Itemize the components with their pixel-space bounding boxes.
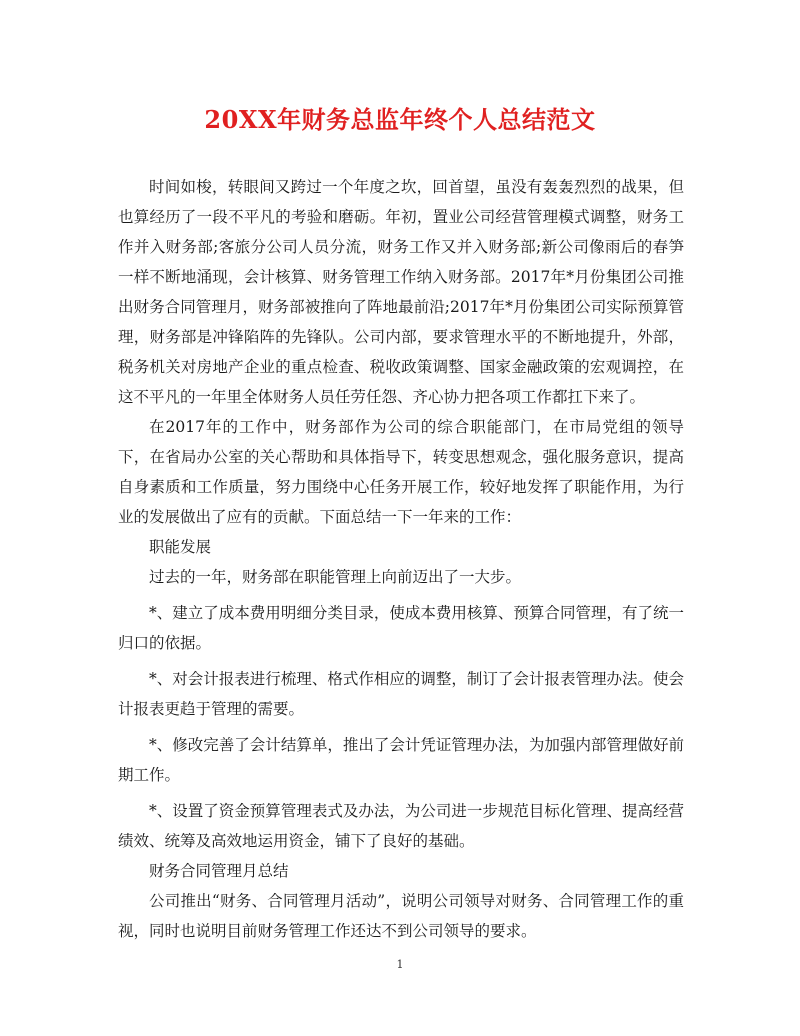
paragraph-function-summary: 过去的一年，财务部在职能管理上向前迈出了一大步。 <box>149 568 522 586</box>
list-item-settlement-voucher: *、修改完善了会计结算单，推出了会计凭证管理办法，为加强内部管理做好前期工作。 <box>118 736 684 784</box>
document-title: 20XX年财务总监年终个人总结范文 <box>204 105 596 134</box>
section-heading-contract-month: 财务合同管理月总结 <box>149 862 289 880</box>
paragraph-intro: 时间如梭，转眼间又跨过一个年度之坎，回首望，虽没有轰轰烈烈的战果，但也算经历了一段不平凡的考验和磨砺。年初，置业公司经营管理模式调整，财务工作并入财务部;客旅分公司人员分流，财务工作又并入财务部;新公司像雨后的春笋一样不断地涌现，会计核算、财务管理工作纳入财务部。2017年*月份集团公司推出财务合同管理月，财务部被推向了阵地最前沿;2017年*月份集团公司实际预算管理，财务部是冲锋陷阵的先锋队。公司内部，要求管理水平的不断地提升，外部，税务机关对房地产企业的重点检查、税收政策调整、国家金融政策的宏观调控，在这不平凡的一年里全体财务人员任劳任怨、齐心协力把各项工作都扛下来了。 <box>118 178 684 406</box>
list-item-cost-catalog: *、建立了成本费用明细分类目录，使成本费用核算、预算合同管理，有了统一归口的依据。 <box>118 604 684 652</box>
section-heading-function-development: 职能发展 <box>149 538 212 556</box>
list-item-fund-budget: *、设置了资金预算管理表式及办法，为公司进一步规范目标化管理、提高经营绩效、统筹及高效地运用资金，铺下了良好的基础。 <box>118 802 684 850</box>
list-item-report-management: *、对会计报表进行梳理、格式作相应的调整，制订了会计报表管理办法。使会计报表更趋于管理的需要。 <box>118 670 684 718</box>
paragraph-contract-month: 公司推出“财务、合同管理月活动”，说明公司领导对财务、合同管理工作的重视，同时也说明目前财务管理工作还达不到公司领导的要求。 <box>118 892 684 940</box>
document-body <box>118 172 684 946</box>
page-number: 1 <box>396 958 404 971</box>
paragraph-overview: 在2017年的工作中，财务部作为公司的综合职能部门，在市局党组的领导下，在省局办公室的关心帮助和具体指导下，转变思想观念，强化服务意识，提高自身素质和工作质量，努力围绕中心任务开展工作，较好地发挥了职能作用，为行业的发展做出了应有的贡献。下面总结一下一年来的工作： <box>118 418 684 526</box>
